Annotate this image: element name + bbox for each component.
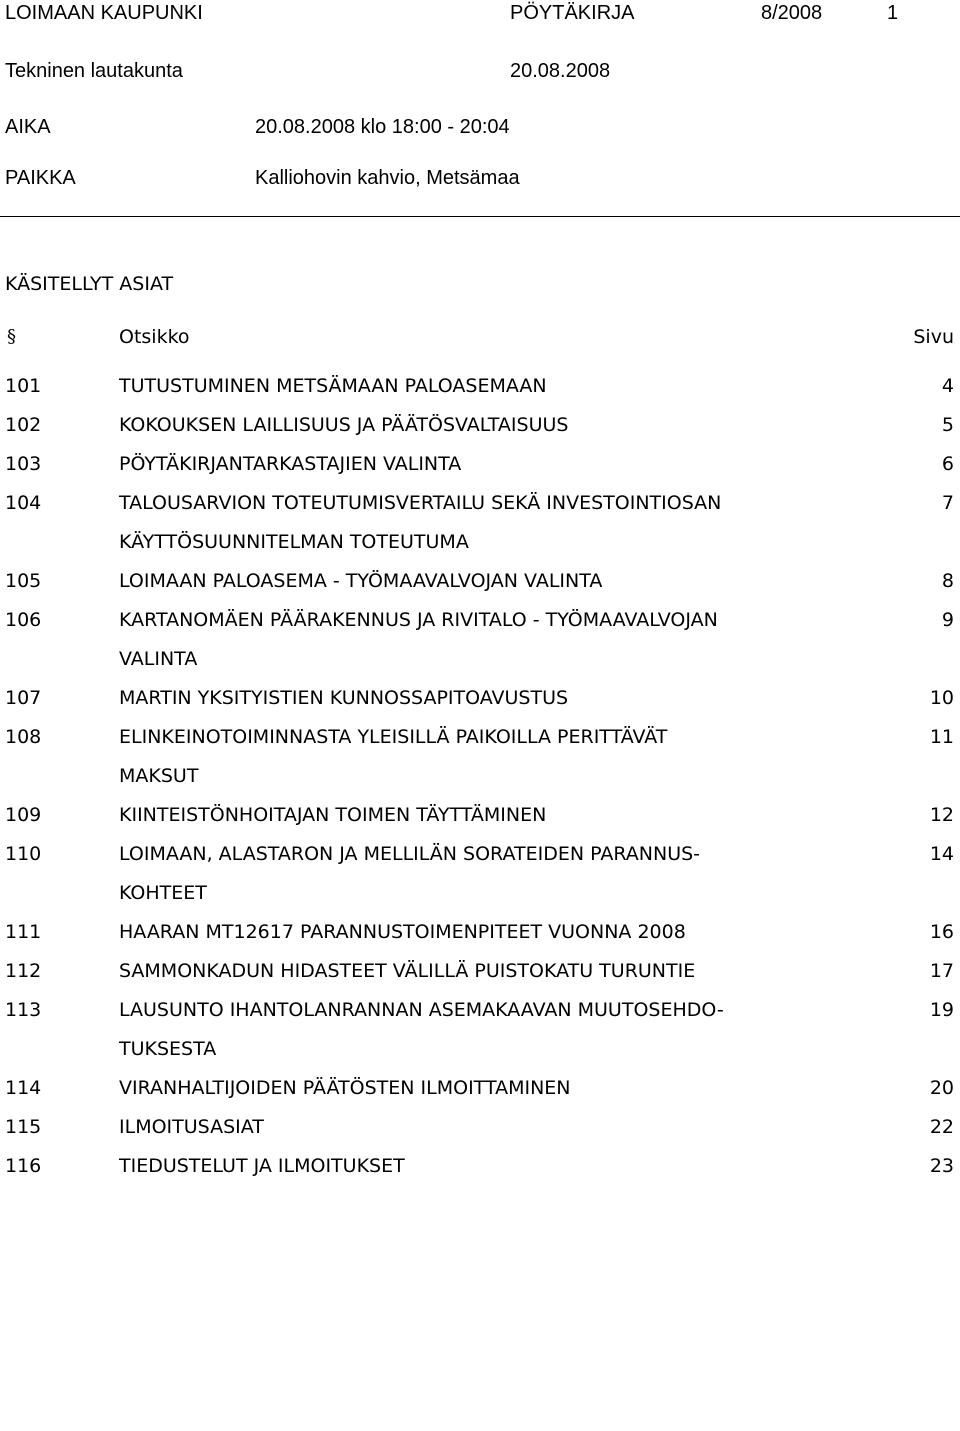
toc-row <box>0 562 960 601</box>
toc-row <box>0 952 960 991</box>
item-title-continuation: KOHTEET <box>119 882 207 904</box>
toc-row <box>0 445 960 484</box>
toc-row <box>0 1108 960 1147</box>
time-value: 20.08.2008 klo 18:00 - 20:04 <box>255 116 510 138</box>
item-page: 11 <box>929 726 954 748</box>
column-title-header: Otsikko <box>119 326 190 348</box>
toc-row <box>0 601 960 640</box>
place-value: Kalliohovin kahvio, Metsämaa <box>255 167 520 189</box>
item-number: 106 <box>5 609 42 631</box>
document-type: PÖYTÄKIRJA <box>510 2 635 24</box>
item-title: VIRANHALTIJOIDEN PÄÄTÖSTEN ILMOITTAMINEN <box>119 1077 571 1099</box>
item-number: 104 <box>5 492 42 514</box>
org-name: LOIMAAN KAUPUNKI <box>5 2 203 24</box>
item-title: LOIMAAN, ALASTARON JA MELLILÄN SORATEIDEN PARANNUS- <box>119 843 701 865</box>
item-title: ILMOITUSASIAT <box>119 1116 264 1138</box>
column-page-header: Sivu <box>913 326 954 348</box>
item-number: 115 <box>5 1116 42 1138</box>
item-number: 109 <box>5 804 42 826</box>
item-title: LOIMAAN PALOASEMA - TYÖMAAVALVOJAN VALINTA <box>119 570 603 592</box>
toc-row-continuation <box>0 874 960 913</box>
toc-row <box>0 796 960 835</box>
item-title: SAMMONKADUN HIDASTEET VÄLILLÄ PUISTOKATU TURUNTIE <box>119 960 696 982</box>
toc-row <box>0 718 960 757</box>
item-number: 103 <box>5 453 42 475</box>
meeting-date: 20.08.2008 <box>510 60 611 82</box>
item-page: 10 <box>929 687 954 709</box>
toc-row <box>0 484 960 523</box>
item-number: 110 <box>5 843 42 865</box>
item-title: TALOUSARVION TOTEUTUMISVERTAILU SEKÄ INVESTOINTIOSAN <box>119 492 722 514</box>
item-page: 9 <box>941 609 954 631</box>
toc-row <box>0 835 960 874</box>
toc-row <box>0 679 960 718</box>
item-page: 22 <box>929 1116 954 1138</box>
item-page: 8 <box>941 570 954 592</box>
toc-row <box>0 367 960 406</box>
item-number: 111 <box>5 921 42 943</box>
item-number: 101 <box>5 375 42 397</box>
item-page: 20 <box>929 1077 954 1099</box>
item-page: 14 <box>929 843 954 865</box>
item-title: LAUSUNTO IHANTOLANRANNAN ASEMAKAAVAN MUUTOSEHDO- <box>119 999 724 1021</box>
item-title: TIEDUSTELUT JA ILMOITUKSET <box>119 1155 405 1177</box>
committee-name: Tekninen lautakunta <box>5 60 183 82</box>
toc-heading: KÄSITELLYT ASIAT <box>5 273 174 295</box>
toc-row <box>0 406 960 445</box>
item-number: 108 <box>5 726 42 748</box>
item-number: 107 <box>5 687 42 709</box>
item-number: 113 <box>5 999 42 1021</box>
toc-list <box>0 367 960 1186</box>
item-number: 114 <box>5 1077 42 1099</box>
place-label: PAIKKA <box>5 167 76 189</box>
item-page: 7 <box>941 492 954 514</box>
item-title: TUTUSTUMINEN METSÄMAAN PALOASEMAAN <box>119 375 547 397</box>
time-label: AIKA <box>5 116 51 138</box>
item-title: KARTANOMÄEN PÄÄRAKENNUS JA RIVITALO - TYÖMAAVALVOJAN <box>119 609 718 631</box>
toc-row-continuation <box>0 640 960 679</box>
toc-row <box>0 1069 960 1108</box>
item-page: 6 <box>941 453 954 475</box>
toc-row-continuation <box>0 1030 960 1069</box>
page-number: 1 <box>887 2 899 24</box>
item-number: 112 <box>5 960 42 982</box>
item-title: HAARAN MT12617 PARANNUSTOIMENPITEET VUONNA 2008 <box>119 921 686 943</box>
item-page: 19 <box>929 999 954 1021</box>
toc-row <box>0 991 960 1030</box>
header-divider <box>0 216 960 217</box>
document-number: 8/2008 <box>761 2 823 24</box>
item-title-continuation: VALINTA <box>119 648 198 670</box>
item-page: 5 <box>941 414 954 436</box>
item-page: 23 <box>929 1155 954 1177</box>
toc-row-continuation <box>0 757 960 796</box>
item-page: 17 <box>929 960 954 982</box>
item-number: 105 <box>5 570 42 592</box>
item-page: 16 <box>929 921 954 943</box>
toc-row <box>0 1147 960 1186</box>
toc-row-continuation <box>0 523 960 562</box>
item-title: KIINTEISTÖNHOITAJAN TOIMEN TÄYTTÄMINEN <box>119 804 547 826</box>
section-symbol: § <box>7 326 16 347</box>
item-title: KOKOUKSEN LAILLISUUS JA PÄÄTÖSVALTAISUUS <box>119 414 569 436</box>
toc-row <box>0 913 960 952</box>
item-number: 102 <box>5 414 42 436</box>
item-title: PÖYTÄKIRJANTARKASTAJIEN VALINTA <box>119 453 462 475</box>
item-title-continuation: TUKSESTA <box>119 1038 217 1060</box>
item-title-continuation: KÄYTTÖSUUNNITELMAN TOTEUTUMA <box>119 531 469 553</box>
item-title: ELINKEINOTOIMINNASTA YLEISILLÄ PAIKOILLA PERITTÄVÄT <box>119 726 668 748</box>
item-page: 12 <box>929 804 954 826</box>
item-title-continuation: MAKSUT <box>119 765 199 787</box>
item-page: 4 <box>941 375 954 397</box>
item-number: 116 <box>5 1155 42 1177</box>
item-title: MARTIN YKSITYISTIEN KUNNOSSAPITOAVUSTUS <box>119 687 569 709</box>
